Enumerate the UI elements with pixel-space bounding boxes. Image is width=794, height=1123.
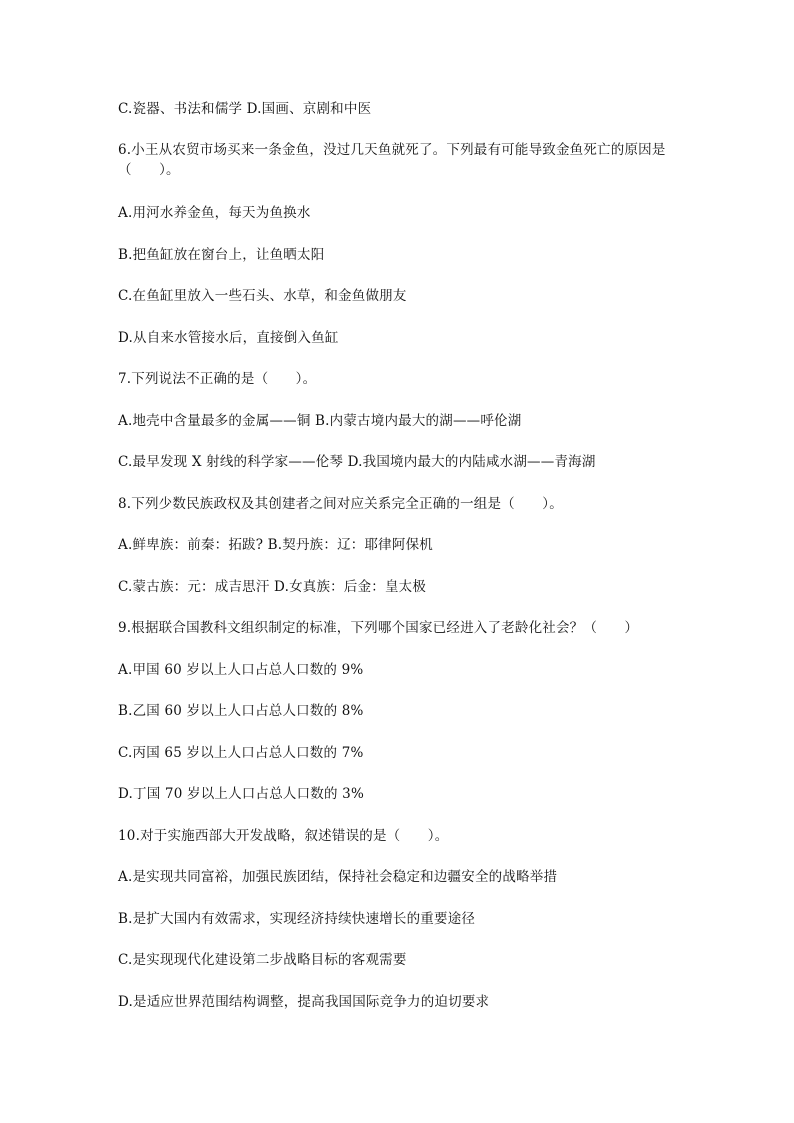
q6-option-a: A.用河水养金鱼，每天为鱼换水	[118, 205, 311, 221]
q9-option-b: B.乙国 60 岁以上人口占总人口数的 8%	[118, 703, 364, 719]
q7-option-cd: C.最早发现 X 射线的科学家——伦琴 D.我国境内最大的内陆咸水湖——青海湖	[118, 454, 596, 470]
q7-stem: 7.下列说法不正确的是（ ）。	[118, 371, 317, 387]
q9-option-c: C.丙国 65 岁以上人口占总人口数的 7%	[118, 745, 364, 761]
q7-option-ab: A.地壳中含量最多的金属——铜 B.内蒙古境内最大的湖——呼伦湖	[118, 413, 522, 429]
q10-stem: 10.对于实施西部大开发战略，叙述错误的是（ ）。	[118, 828, 449, 844]
q8-option-ab: A.鲜卑族：前秦：拓跋? B.契丹族：辽：耶律阿保机	[118, 537, 433, 553]
q10-option-b: B.是扩大国内有效需求，实现经济持续快速增长的重要途径	[118, 911, 476, 927]
q10-option-a: A.是实现共同富裕，加强民族团结，保持社会稳定和边疆安全的战略举措	[118, 869, 558, 885]
q8-stem: 8.下列少数民族政权及其创建者之间对应关系完全正确的一组是（ ）。	[118, 496, 563, 512]
q6-option-d: D.从自来水管接水后，直接倒入鱼缸	[118, 330, 339, 346]
q10-option-d: D.是适应世界范围结构调整，提高我国国际竞争力的迫切要求	[118, 994, 490, 1010]
q9-stem: 9.根据联合国教科文组织制定的标准，下列哪个国家已经进入了老龄化社会？（ ）	[118, 620, 639, 636]
q9-option-a: A.甲国 60 岁以上人口占总人口数的 9%	[118, 662, 364, 678]
q6-option-c: C.在鱼缸里放入一些石头、水草，和金鱼做朋友	[118, 288, 407, 304]
q10-option-c: C.是实现现代化建设第二步战略目标的客观需要	[118, 952, 407, 968]
q9-option-d: D.丁国 70 岁以上人口占总人口数的 3%	[118, 786, 365, 802]
q5-option-cd: C.瓷器、书法和儒学 D.国画、京剧和中医	[118, 101, 372, 117]
q6-stem: 6.小王从农贸市场买来一条金鱼，没过几天鱼就死了。下列最有可能导致金鱼死亡的原因是（ ）。	[118, 142, 666, 178]
q6-option-b: B.把鱼缸放在窗台上，让鱼晒太阳	[118, 247, 325, 263]
q8-option-cd: C.蒙古族：元：成吉思汗 D.女真族：后金：皇太极	[118, 579, 427, 595]
